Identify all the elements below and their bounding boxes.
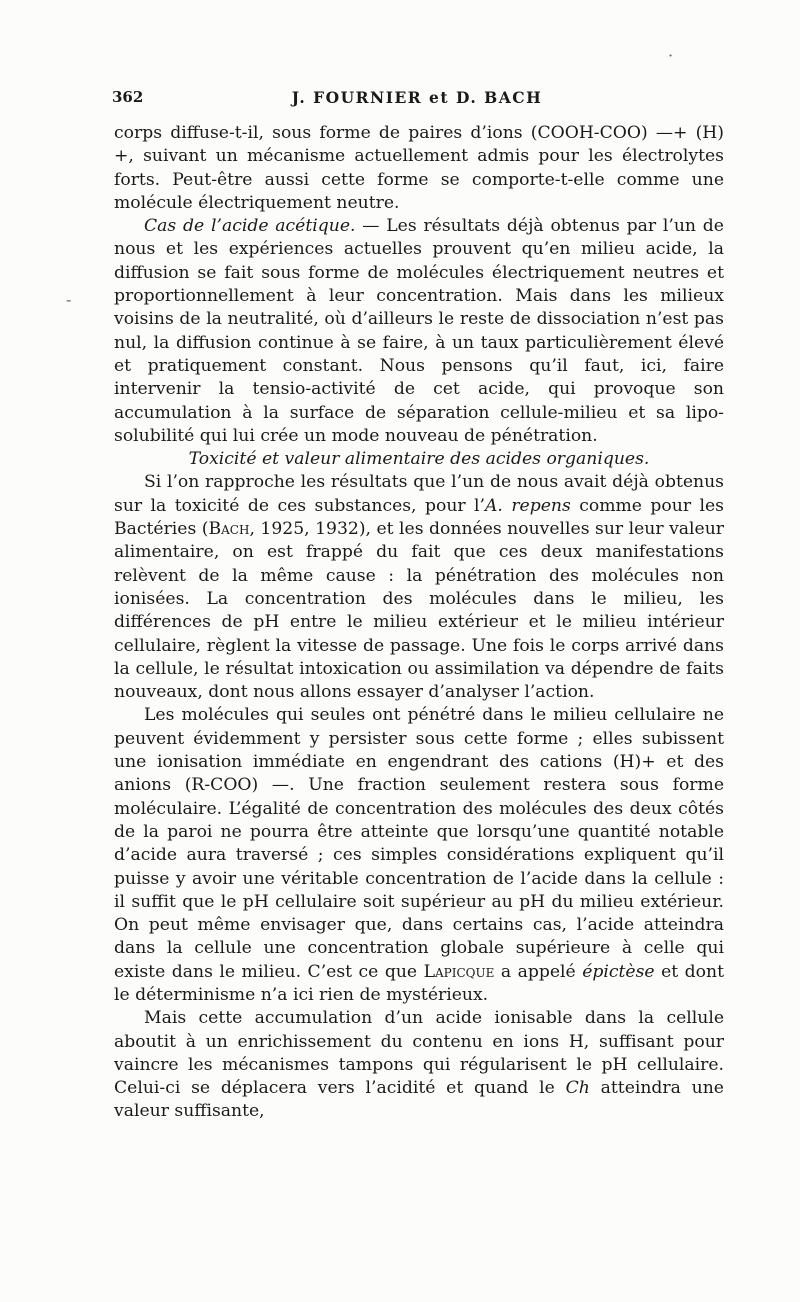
author-citation: Lapicque [423, 961, 495, 982]
paragraph-text: corps diffuse-t-il, sous forme de paires d’ions (COOH-COO) —+ (H) +, suivant un mécanisme actuellement admis pour les électrolytes forts. Peut-être aussi cette forme se comporte-t-elle comme une molécule électriquement neutre. [114, 123, 724, 213]
text-run: a appelé [494, 961, 583, 982]
text-run: comme pour les Bactéries ( [114, 495, 724, 540]
text-run: et dont le déterminisme n’a ici rien de mystérieux. [114, 961, 724, 1005]
paragraph-accumulation [114, 1007, 724, 1123]
paragraph-lead: Cas de l’acide acétique. [144, 216, 356, 237]
author-citation: Bach [208, 519, 250, 540]
text-run: atteindra une valeur suffisante, [114, 1078, 724, 1122]
body-text [114, 122, 724, 1124]
paragraph-toxicity [114, 471, 724, 704]
text-run: , 1925, 1932), et les données nouvelles sur leur valeur alimentaire, on est frappé du fait que ces deux manifestations relèvent de la même cause : la pénétration des molécules non ionisées. La concentration des molécules dans le milieu, les différences de pH entre le milieu extérieur et le milieu intérieur cellulaire, règlent la vitesse de passage. Une fois le corps arrivé dans la cellule, le résultat intoxication ou assimilation va dépendre de faits nouveaux, dont nous allons essayer d’analyser l’action. [114, 519, 724, 703]
text-run: Les molécules qui seules ont pénétré dans le milieu cellulaire ne peuvent évidemment y persister sous cette forme ; elles subissent une ionisation immédiate en engendrant des cations (H)+ et des anions (R-COO) —. Une fraction seulement restera sous forme moléculaire. L’égalité de concentration des molécules des deux côtés de la paroi ne pourra être atteinte que lorsqu’une quantité notable d’acide aura traversé ; ces simples considérations expliquent qu’il puisse y avoir une véritable concentration de l’acide dans la cellule : il suffit que le pH cellulaire soit supérieur au pH du milieu extérieur. On peut même envisager que, dans certains cas, l’acide atteindra dans la cellule une concentration globale supérieure à celle qui existe dans le milieu. C’est ce que [114, 705, 724, 982]
paragraph-text: — Les résultats déjà obtenus par l’un de nous et les expériences actuelles prouvent qu’en milieu acide, la diffusion se fait sous forme de molécules électriquement neutres et proportionnellement à leur concentration. Mais dans les milieux voisins de la neutralité, où d’ailleurs le reste de dissociation n’est pas nul, la diffusion continue à se faire, à un taux particulièrement élevé et pratiquement constant. Nous pensons qu’il faut, ici, faire intervenir la tensio-activité de cet acide, qui provoque son accumulation à la surface de séparation cellule-milieu et sa lipo-solubilité qui lui crée un mode nouveau de pénétration. [114, 216, 724, 446]
page-number: 362 [112, 88, 144, 106]
running-head: J. FOURNIER et D. BACH [291, 88, 543, 107]
species-name: A. repens [485, 495, 571, 516]
paragraph-acetic-acid [114, 215, 724, 448]
term: épictèse [582, 961, 655, 982]
margin-dot: · [668, 46, 674, 65]
paragraph-molecules [114, 704, 724, 1007]
margin-dash: - [66, 290, 72, 309]
page-header [112, 88, 722, 114]
section-title: Toxicité et valeur alimentaire des acides organiques. [188, 449, 650, 470]
text-run: Si l’on rapproche les résultats que l’un de nous avait déjà obtenus sur la toxicité de ces substances, pour l’ [114, 472, 724, 516]
text-run: Mais cette accumulation d’un acide ionisable dans la cellule aboutit à un enrichissement du contenu en ions H, suffisant pour vaincre les mécanismes tampons qui régularisent le pH cellulaire. Celui-ci se déplacera vers l’acidité et quand le [114, 1008, 724, 1099]
paragraph-continued [114, 122, 724, 215]
symbol: Ch [565, 1078, 590, 1099]
